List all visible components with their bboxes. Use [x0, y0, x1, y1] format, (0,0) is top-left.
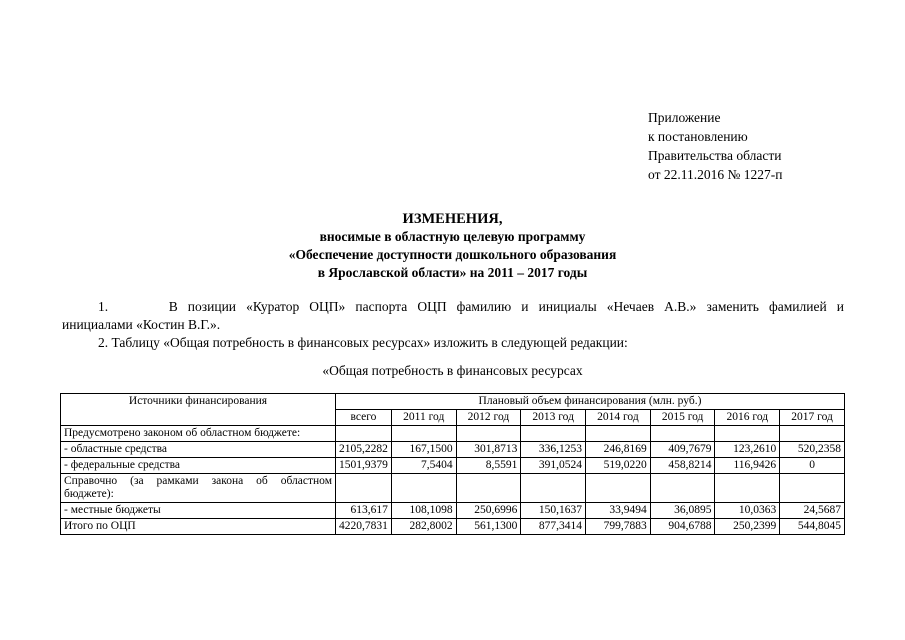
appendix-line: Правительства области — [648, 148, 782, 163]
appendix-line: Приложение — [648, 110, 721, 125]
column-header: 2013 год — [521, 410, 586, 426]
column-header: 2017 год — [780, 410, 845, 426]
header-source: Источники финансирования — [61, 394, 336, 426]
paragraph-1 — [62, 298, 844, 334]
table-caption: «Общая потребность в финансовых ресурсах — [322, 363, 583, 378]
column-header: 2011 год — [391, 410, 456, 426]
table-row — [61, 442, 845, 458]
table-cell: 123,2610 — [715, 442, 780, 458]
table-cell: 150,1637 — [521, 503, 586, 519]
table-cell: 7,5404 — [391, 458, 456, 474]
column-header: всего — [336, 410, 392, 426]
table-cell: 108,1098 — [391, 503, 456, 519]
section-label: Предусмотрено законом об областном бюджете: — [61, 426, 336, 442]
table-cell: 167,1500 — [391, 442, 456, 458]
heading-line: в Ярославской области» на 2011 – 2017 годы — [317, 265, 588, 280]
paragraph-1-rest: инициалами «Костин В.Г.». — [62, 317, 221, 332]
table-cell: 246,8169 — [586, 442, 651, 458]
table-cell: 24,5687 — [780, 503, 845, 519]
table-cell: 799,7883 — [586, 519, 651, 535]
table-cell: 36,0895 — [650, 503, 715, 519]
table-cell: 613,617 — [336, 503, 392, 519]
section-row — [61, 474, 845, 503]
table-cell: 8,5591 — [456, 458, 521, 474]
column-header: 2014 год — [586, 410, 651, 426]
total-row — [61, 519, 845, 535]
heading-title: ИЗМЕНЕНИЯ, — [402, 211, 503, 227]
table-cell: 520,2358 — [780, 442, 845, 458]
table-cell: 10,0363 — [715, 503, 780, 519]
row-label: - местные бюджеты — [61, 503, 336, 519]
table-cell: 2105,2282 — [336, 442, 392, 458]
row-label: - федеральные средства — [61, 458, 336, 474]
appendix-date-number: от 22.11.2016 № 1227-п — [648, 167, 783, 182]
table-cell: 0 — [780, 458, 845, 474]
appendix-block — [648, 108, 782, 184]
table-cell: 301,8713 — [456, 442, 521, 458]
table-cell: 458,8214 — [650, 458, 715, 474]
table-cell: 877,3414 — [521, 519, 586, 535]
table-cell: 4220,7831 — [336, 519, 392, 535]
table-cell: 561,1300 — [456, 519, 521, 535]
header-plan: Плановый объем финансирования (млн. руб.) — [336, 394, 845, 410]
table-cell: 391,0524 — [521, 458, 586, 474]
column-header: 2015 год — [650, 410, 715, 426]
table-cell: 409,7679 — [650, 442, 715, 458]
table-cell: 904,6788 — [650, 519, 715, 535]
table-cell: 250,6996 — [456, 503, 521, 519]
table-cell: 336,1253 — [521, 442, 586, 458]
table-cell: 250,2399 — [715, 519, 780, 535]
table-row — [61, 503, 845, 519]
table-header-row — [61, 394, 845, 410]
column-header: 2016 год — [715, 410, 780, 426]
section-row — [61, 426, 845, 442]
row-label: Итого по ОЦП — [61, 519, 336, 535]
table-cell: 33,9494 — [586, 503, 651, 519]
paragraph-2: 2. Таблицу «Общая потребность в финансовых ресурсах» изложить в следующей редакции: — [98, 335, 628, 350]
table-cell: 544,8045 — [780, 519, 845, 535]
heading-line: «Обеспечение доступности дошкольного образования — [288, 247, 617, 262]
section-label: Справочно (за рамками закона об областном бюджете): — [61, 474, 336, 503]
row-label: - областные средства — [61, 442, 336, 458]
table-cell: 116,9426 — [715, 458, 780, 474]
document-heading — [0, 210, 905, 282]
column-header: 2012 год — [456, 410, 521, 426]
appendix-line: к постановлению — [648, 129, 748, 144]
table-row — [61, 458, 845, 474]
table-cell: 282,8002 — [391, 519, 456, 535]
table-cell: 1501,9379 — [336, 458, 392, 474]
paragraph-1-first-line: 1. В позиции «Куратор ОЦП» паспорта ОЦП фамилию и инициалы «Нечаев А.В.» заменить фамилией и — [98, 299, 844, 314]
financing-table — [60, 393, 845, 535]
table-cell: 519,0220 — [586, 458, 651, 474]
heading-line: вносимые в областную целевую программу — [319, 229, 586, 244]
